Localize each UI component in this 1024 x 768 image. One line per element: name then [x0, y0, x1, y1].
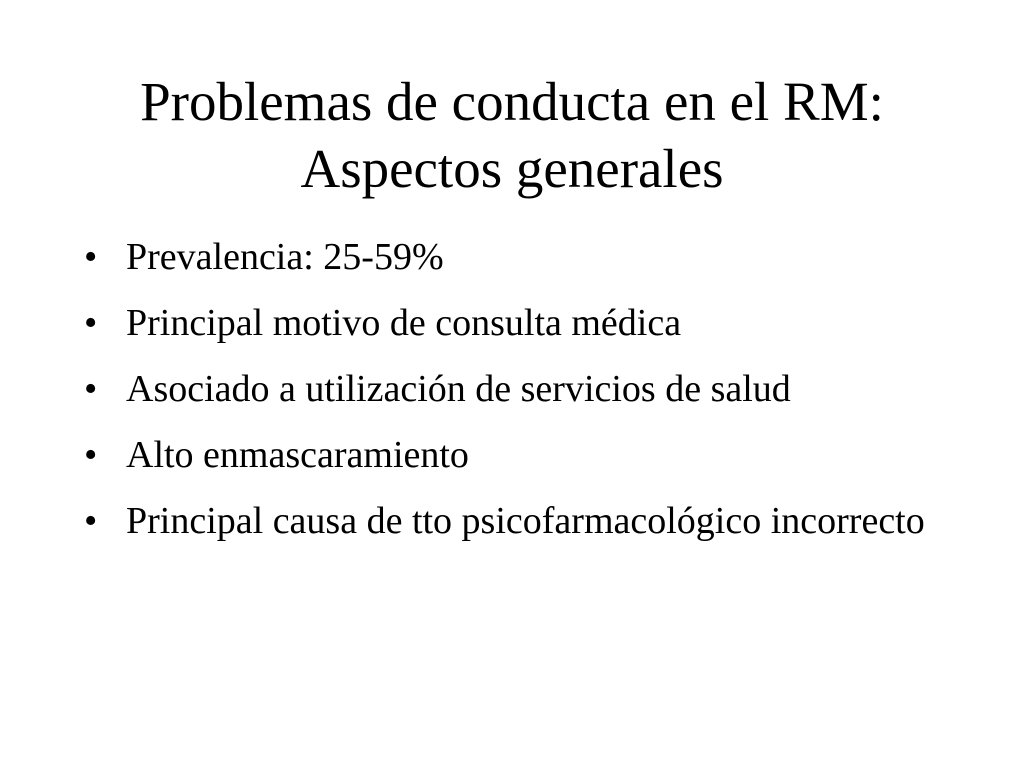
bullet-item-treatment [84, 496, 954, 546]
bullet-text: Asociado a utilización de servicios de salud [126, 368, 791, 410]
bullet-text: Prevalencia: 25-59% [126, 236, 444, 278]
bullet-item-prevalence [84, 232, 954, 282]
bullet-item-consultation [84, 298, 954, 348]
bullet-icon: • [84, 302, 98, 344]
slide-title-line-1: Problemas de conducta en el RM: [140, 71, 884, 132]
bullet-icon: • [84, 368, 98, 410]
slide-title-line-2: Aspectos generales [300, 138, 724, 199]
bullet-item-masking [84, 430, 954, 480]
slide-title [60, 68, 964, 202]
bullet-text: Principal motivo de consulta médica [126, 302, 682, 344]
bullet-item-health-services [84, 364, 954, 414]
bullet-icon: • [84, 236, 98, 278]
bullet-icon: • [84, 500, 98, 542]
bullet-text: Alto enmascaramiento [126, 434, 469, 476]
bullet-icon: • [84, 434, 98, 476]
bullet-text: Principal causa de tto psicofarmacológico incorrecto [126, 500, 925, 542]
bullet-list [84, 232, 954, 562]
